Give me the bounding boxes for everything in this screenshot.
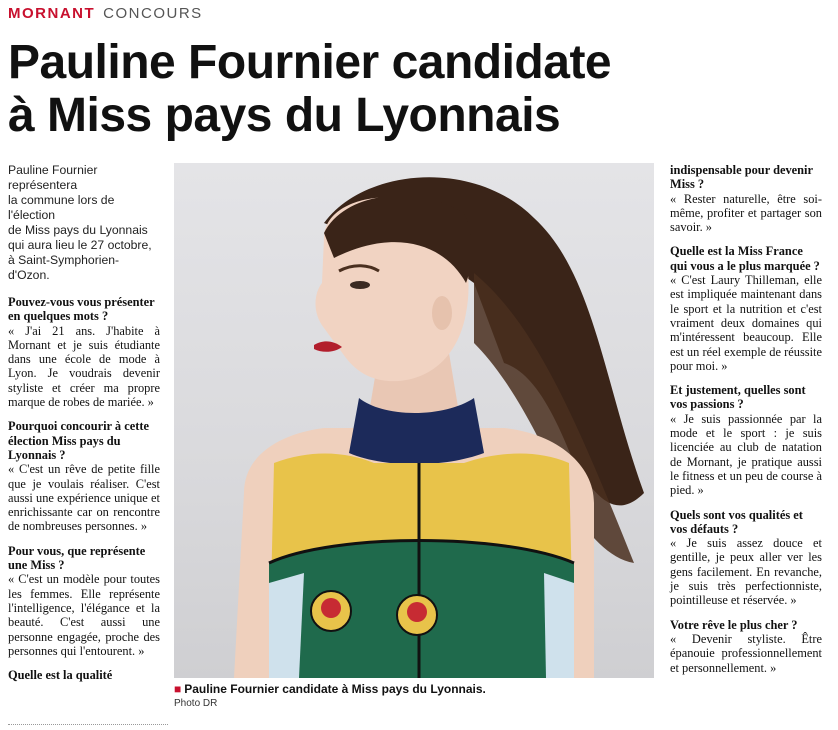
interview-question: Pourquoi concourir à cette élection Miss pays du Lyonnais ? xyxy=(8,419,149,462)
interview-question: Quelle est la qualité xyxy=(8,668,113,683)
photo-caption xyxy=(174,682,654,696)
interview-answer: « C'est Laury Thilleman, elle est impliquée maintenant dans le sport et la nutrition et c'est vraiment deux domaines qui m'intéressent beaucoup. Elle est un réel exemple de réussite pour moi. » xyxy=(670,273,822,373)
intro-line: Pauline Fournier représentera xyxy=(8,163,98,192)
interview-answer: « Rester naturelle, être soi-même, profiter et partager son savoir. » xyxy=(670,191,822,235)
caption-text: Pauline Fournier candidate à Miss pays du Lyonnais. xyxy=(184,682,486,696)
section-label: CONCOURS xyxy=(103,5,203,22)
interview-answer: « Je suis assez douce et gentille, je peux aller ver les gens facilement. En revanche, je suis très perfectionniste, pointilleuse et réservée. » xyxy=(670,536,822,608)
interview-question: Pour vous, que représente une Miss ? xyxy=(8,543,146,573)
interview-question: Votre rêve le plus cher ? xyxy=(670,617,798,632)
column-divider xyxy=(8,724,168,728)
intro-line: la commune lors de l'élection xyxy=(8,193,115,222)
right-column xyxy=(670,163,822,685)
interview-question: Quelle est la Miss France qui vous a le plus marquée ? xyxy=(670,244,820,273)
interview-question: Quels sont vos qualités et vos défauts ? xyxy=(670,507,803,536)
headline-line-1: Pauline Fournier candidate xyxy=(8,36,612,89)
interview-question: Et justement, quelles sont vos passions ? xyxy=(670,383,806,412)
headline xyxy=(8,36,828,142)
left-column xyxy=(8,163,160,682)
intro-line: à Saint-Symphorien-d'Ozon. xyxy=(8,253,120,282)
portrait-illustration xyxy=(174,163,654,678)
interview-answer: « Devenir styliste. Être épanouie professionnellement et personnellement. » xyxy=(670,631,822,675)
interview-answer: « J'ai 21 ans. J'habite à Mornant et je suis étudiante dans une école de mode à Lyon. Je voudrais devenir styliste et créer ma propre marque de robes de mariée. » xyxy=(8,323,160,410)
caption-marker: ■ xyxy=(174,682,182,696)
location-label: MORNANT xyxy=(8,5,96,22)
intro-line: qui aura lieu le 27 octobre, xyxy=(8,238,152,252)
interview-question: Pouvez-vous vous présenter en quelques mots ? xyxy=(8,295,155,324)
kicker xyxy=(8,4,203,24)
intro-paragraph xyxy=(8,163,160,283)
photo-credit: Photo DR xyxy=(174,698,218,709)
interview-answer: « Je suis passionnée par la mode et le sport : je suis licenciée au club de natation de Mornant, je pratique aussi le fitness et un peu de course à pied. » xyxy=(670,411,822,498)
headline-line-2: à Miss pays du Lyonnais xyxy=(8,89,561,142)
intro-line: de Miss pays du Lyonnais xyxy=(8,223,148,237)
portrait-photo xyxy=(174,163,654,678)
interview-answer: « C'est un rêve de petite fille que je voulais réaliser. C'est aussi une expérience unique et enrichissante car on rencontre de nombreuses personnes. » xyxy=(8,462,160,534)
interview-question: indispensable pour devenir Miss ? xyxy=(670,163,813,192)
interview-answer: « C'est un modèle pour toutes les femmes. Elle représente l'intelligence, l'élégance et la beauté. C'est aussi une personne engagée, proche des personnes qui l'entourent. » xyxy=(8,572,160,658)
